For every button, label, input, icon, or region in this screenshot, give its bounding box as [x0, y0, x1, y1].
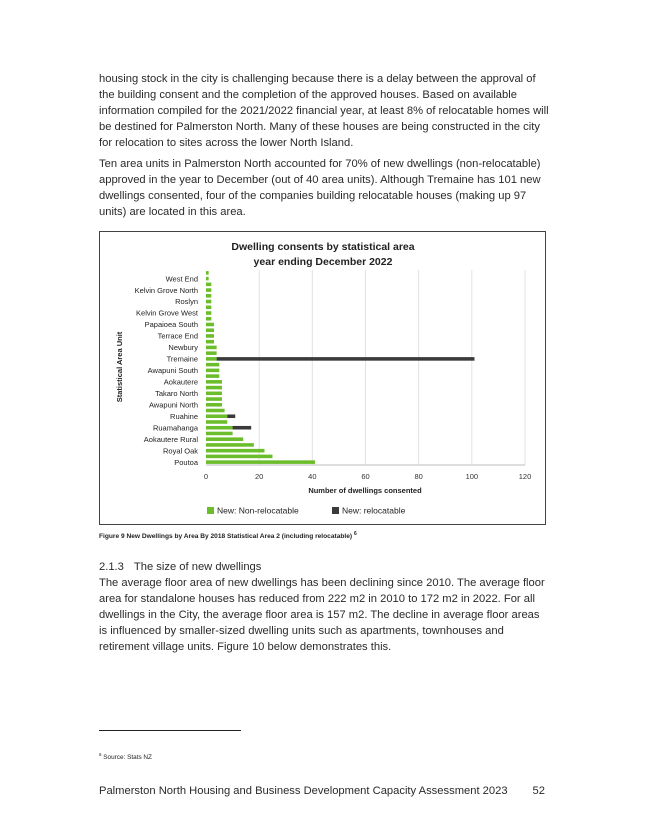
footnote-text: Source: Stats NZ [103, 754, 152, 762]
bar-non-relocatable [206, 449, 264, 453]
body-paragraph-1: housing stock in the city is challenging because there is a delay between the approval of the building consent and the completion of the approved houses. Based on available information compiled for the 2021/2022 financial year, at least 8% of relocatable homes will be destined for Palmerston North. Many of these houses are being constructed in the city for relocation to sites across the lower North Island. [99, 73, 549, 149]
bar-non-relocatable [206, 432, 233, 436]
bar-relocatable [227, 414, 235, 418]
bar-non-relocatable [206, 443, 254, 447]
y-tick-label: Kelvin Grove North [134, 285, 198, 295]
y-tick-label: Awapuni South [147, 366, 198, 376]
bar-non-relocatable [206, 294, 211, 298]
bar-non-relocatable [206, 386, 222, 390]
section-title: The size of new dwellings [133, 561, 262, 573]
figure-caption-footnote-ref: 6 [353, 531, 357, 537]
x-tick-label: 40 [308, 472, 317, 481]
x-tick-label: 0 [203, 472, 209, 481]
y-axis-title: Statistical Area Unit [115, 331, 124, 403]
legend-swatch-relocatable [332, 507, 339, 514]
bar-non-relocatable [206, 340, 214, 344]
bar-non-relocatable [206, 374, 219, 378]
bar-non-relocatable [206, 306, 211, 310]
y-tick-label: Newbury [168, 343, 198, 353]
figure-caption [99, 531, 357, 540]
y-tick-label: Aokautere Rural [143, 434, 198, 444]
bar-non-relocatable [206, 403, 222, 407]
y-tick-label: West End [165, 274, 198, 284]
bar-non-relocatable [206, 437, 243, 441]
bar-non-relocatable [206, 311, 211, 315]
legend-label-relocatable: New: relocatable [342, 505, 406, 516]
bar-non-relocatable [206, 317, 211, 321]
y-tick-label: Ruahine [170, 411, 198, 421]
bar-non-relocatable [206, 323, 214, 327]
page-number: 52 [532, 785, 545, 797]
body-paragraph-2: Ten area units in Palmerston North accounted for 70% of new dwellings (non-relocatable) approved in the year to December (out of 40 area units). Although Tremaine has 101 new dwellings consented, four of the companies building relocatable houses (making up 97 units) are located in this area. [99, 158, 541, 218]
bar-non-relocatable [206, 420, 227, 424]
dwelling-consents-chart [99, 231, 546, 525]
footnote-ref: 6 [99, 752, 102, 757]
chart-title-line-2: year ending December 2022 [253, 256, 393, 268]
y-tick-label: Roslyn [175, 297, 198, 307]
y-tick-label: Poutoa [174, 457, 198, 467]
body-paragraph-3: The average floor area of new dwellings has been declining since 2010. The average floor area for standalone houses has reduced from 222 m2 in 2010 to 172 m2 in 2022. For all dwellings in the City, the average floor area is 157 m2. The decline in average floor areas is influenced by smaller-sized dwelling units such as apartments, townhouses and retirement village units. Figure 10 below demonstrates this. [99, 577, 545, 653]
bar-non-relocatable [206, 328, 214, 332]
figure-caption-text: Figure 9 New Dwellings by Area By 2018 Statistical Area 2 (including relocatable) [99, 533, 353, 541]
y-tick-label: Kelvin Grove West [136, 308, 198, 318]
x-tick-label: 20 [254, 472, 264, 481]
x-axis-title: Number of dwellings consented [308, 486, 422, 495]
bar-non-relocatable [206, 357, 217, 361]
y-tick-label: Takaro North [155, 389, 198, 399]
bar-non-relocatable [206, 426, 233, 430]
bar-non-relocatable [206, 334, 214, 338]
bar-non-relocatable [206, 392, 222, 396]
bar-non-relocatable [206, 455, 272, 459]
footnote-divider [99, 730, 241, 731]
x-tick-label: 120 [518, 472, 532, 481]
section-number: 2.1.3 [99, 561, 124, 573]
bar-non-relocatable [206, 271, 209, 275]
bar-non-relocatable [206, 351, 217, 355]
y-tick-label: Awapuni North [148, 400, 198, 410]
chart-title-line-1: Dwelling consents by statistical area [231, 241, 415, 253]
bar-relocatable [217, 357, 475, 361]
footnote [99, 752, 152, 761]
y-tick-label: Ruamahanga [152, 423, 198, 433]
y-tick-label: Terrace End [157, 331, 198, 341]
bar-non-relocatable [206, 300, 211, 304]
bar-non-relocatable [206, 380, 222, 384]
bar-non-relocatable [206, 283, 211, 287]
legend-swatch-non-relocatable [207, 507, 214, 514]
bar-non-relocatable [206, 460, 315, 464]
x-tick-label: 80 [414, 472, 423, 481]
bar-non-relocatable [206, 363, 219, 367]
bar-non-relocatable [206, 346, 217, 350]
y-tick-label: Tremaine [166, 354, 198, 364]
bar-non-relocatable [206, 397, 222, 401]
bar-relocatable [233, 426, 252, 430]
y-tick-label: Aokautere [163, 377, 198, 387]
chart-canvas [100, 232, 547, 526]
bar-non-relocatable [206, 409, 225, 413]
bar-non-relocatable [206, 414, 227, 418]
bar-non-relocatable [206, 288, 211, 292]
y-tick-label: Papaioea South [144, 320, 198, 330]
y-tick-label: Royal Oak [162, 446, 198, 456]
bar-non-relocatable [206, 369, 219, 373]
x-tick-label: 100 [465, 472, 479, 481]
x-tick-label: 60 [361, 472, 370, 481]
section-heading [99, 561, 261, 573]
legend-label-non-relocatable: New: Non-relocatable [217, 505, 299, 516]
bar-non-relocatable [206, 277, 209, 281]
footer-title: Palmerston North Housing and Business Development Capacity Assessment 2023 [99, 785, 508, 797]
